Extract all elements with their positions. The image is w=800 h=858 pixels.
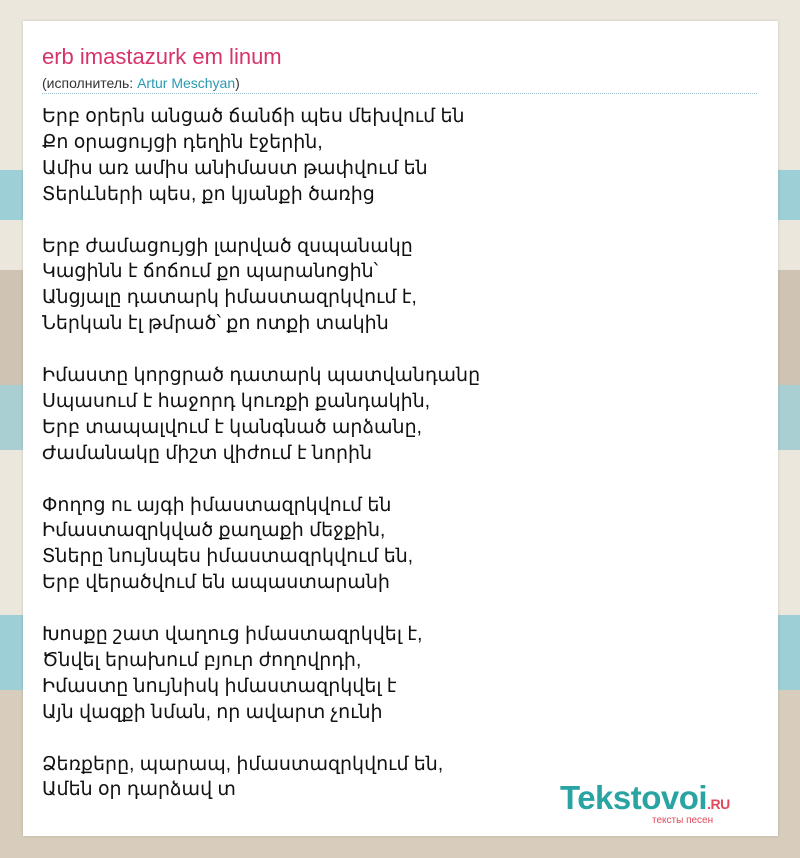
stanza bbox=[42, 363, 742, 467]
lyric-line: Երբ օրերն անցած ճանճի պես մեխվում են bbox=[42, 106, 465, 127]
lyric-line: Երբ ժամացույցի լարված զսպանակը bbox=[42, 235, 413, 257]
lyric-line: Երբ վերածվում են ապաստարանի bbox=[42, 572, 390, 594]
lyrics-card bbox=[23, 21, 778, 836]
lyric-line: Տները նույնպես իմաստազրկվում են, bbox=[42, 546, 414, 568]
artist-link[interactable]: Artur Meschyan bbox=[137, 75, 236, 91]
lyric-line: Ամեն օր դարձավ տ bbox=[42, 779, 236, 801]
stanza bbox=[42, 622, 742, 726]
lyric-line: Իմաստը կորցրած դատարկ պատվանդանը bbox=[42, 365, 481, 387]
byline-prefix: (исполнитель: bbox=[42, 75, 138, 91]
lyric-line: Կացինն է ճոճում քո պարանոցին՝ bbox=[42, 261, 379, 283]
lyric-line: Ներկան էլ թմրած՝ քո ոտքի տակին bbox=[42, 313, 389, 335]
logo-name: Tekstovoi bbox=[560, 779, 708, 816]
byline-suffix: ) bbox=[235, 75, 240, 91]
logo-tagline: тексты песен bbox=[652, 815, 714, 826]
lyric-line: Ծնվել երախում բյուր ժողովրդի, bbox=[42, 649, 362, 671]
lyric-line: Ժամանակը միշտ վիժում է նորին bbox=[42, 442, 373, 464]
title-divider bbox=[42, 93, 757, 94]
stanza bbox=[42, 493, 742, 597]
stanza bbox=[42, 104, 742, 208]
lyric-line: Իմաստազրկված քաղաքի մեջքին, bbox=[42, 520, 386, 542]
logo-tld: .RU bbox=[707, 796, 730, 812]
lyric-line: Իմաստը նույնիսկ իմաստազրկվել է bbox=[42, 675, 397, 697]
artist-byline bbox=[42, 74, 240, 92]
tekstovoi-logo[interactable] bbox=[560, 778, 770, 830]
lyric-line: Անցյալը դատարկ իմաստազրկվում է, bbox=[42, 287, 417, 309]
lyric-line: Տերևների պես, քո կյանքի ծառից bbox=[42, 183, 375, 205]
lyrics-text bbox=[42, 104, 742, 829]
lyric-line: Ամիս առ ամիս անիմաստ թափվում են bbox=[42, 157, 428, 179]
lyric-line: Ձեռքերը, պարապ, իմաստազրկվում են, bbox=[42, 753, 444, 775]
song-title: erb imastazurk em linum bbox=[42, 44, 282, 69]
lyric-line: Փողոց ու այգի իմաստազրկվում են bbox=[42, 494, 392, 516]
lyric-line: Այն վազքի նման, որ ավարտ չունի bbox=[42, 701, 383, 723]
stanza bbox=[42, 234, 742, 338]
lyric-line: Քո օրացույցի դեղին էջերին, bbox=[42, 131, 323, 153]
lyric-line: Սպասում է հաջորդ կուռքի քանդակին, bbox=[42, 390, 431, 412]
lyric-line: Խոսքը շատ վաղուց իմաստազրկվել է, bbox=[42, 624, 423, 646]
lyric-line: Երբ տապալվում է կանգնած արձանը, bbox=[42, 416, 422, 438]
